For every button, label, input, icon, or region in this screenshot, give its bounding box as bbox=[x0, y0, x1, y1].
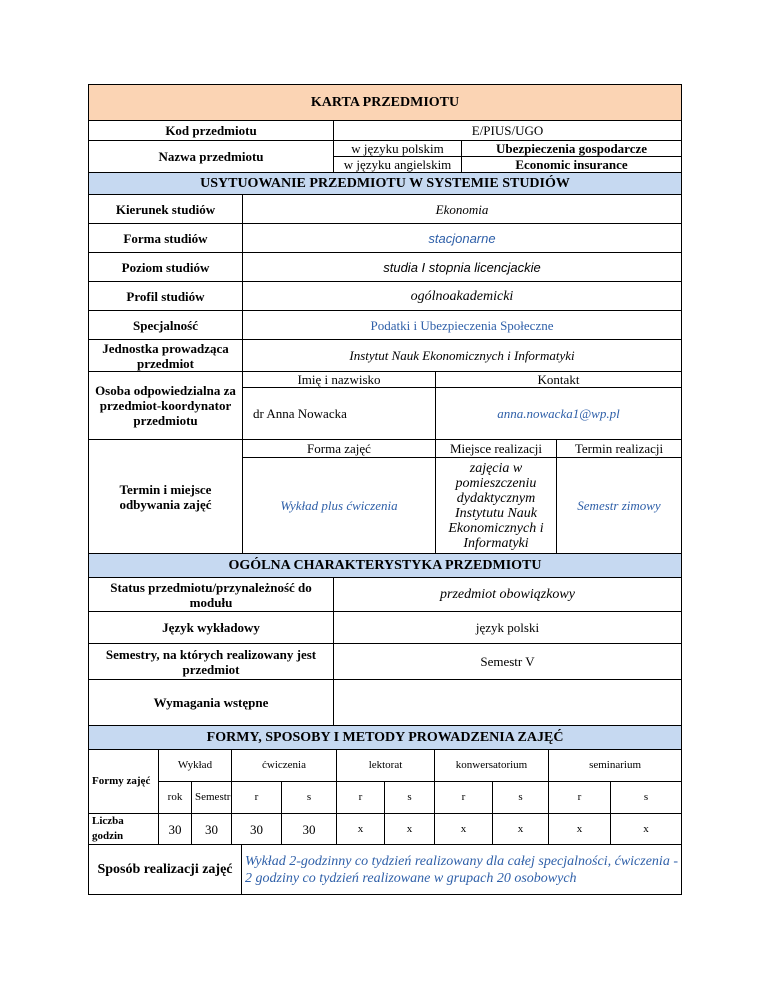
lang-en-label: w języku angielskim bbox=[334, 157, 462, 173]
hours-cell: 30 bbox=[192, 814, 232, 845]
field-value: studia I stopnia licencjackie bbox=[243, 253, 682, 282]
subheader-cell: r bbox=[337, 782, 385, 814]
subheader-cell: s bbox=[493, 782, 549, 814]
course-name-en: Economic insurance bbox=[462, 157, 682, 173]
schedule-place-header: Miejsce realizacji bbox=[436, 440, 557, 458]
characteristics-table bbox=[88, 553, 682, 726]
schedule-place-value: zajęcia w pomieszczeniu dydaktycznym Instytutu Nauk Ekonomicznych i Informatyki bbox=[436, 458, 557, 554]
course-card bbox=[88, 84, 681, 895]
hours-cell: x bbox=[337, 814, 385, 845]
field-label: Profil studiów bbox=[89, 282, 243, 311]
course-code-value: E/PIUS/UGO bbox=[334, 121, 682, 141]
hours-cell: x bbox=[493, 814, 549, 845]
hours-cell: x bbox=[435, 814, 493, 845]
method-value: Wykład 2-godzinny co tydzień realizowany dla całej specjalności, ćwiczenia - 2 godziny co tydzień realizowane w grupach 20 osobowych bbox=[242, 845, 682, 895]
field-value: stacjonarne bbox=[243, 224, 682, 253]
field-value: ogólnoakademicki bbox=[243, 282, 682, 311]
language-label: Język wykładowy bbox=[89, 612, 334, 644]
form-conversation: konwersatorium bbox=[435, 750, 549, 782]
form-seminar: seminarium bbox=[549, 750, 682, 782]
form-exercises: ćwiczenia bbox=[232, 750, 337, 782]
semester-value: Semestr V bbox=[334, 644, 682, 680]
hours-cell: x bbox=[611, 814, 682, 845]
coordinator-contact-header: Kontakt bbox=[436, 372, 682, 388]
language-value: język polski bbox=[334, 612, 682, 644]
placement-table bbox=[88, 172, 682, 554]
coordinator-name-header: Imię i nazwisko bbox=[243, 372, 436, 388]
hours-cell: 30 bbox=[159, 814, 192, 845]
subheader-cell: r bbox=[549, 782, 611, 814]
field-label: Specjalność bbox=[89, 311, 243, 340]
method-label: Sposób realizacji zajęć bbox=[89, 845, 242, 895]
field-label: Jednostka prowadząca przedmiot bbox=[89, 340, 243, 372]
method-table bbox=[88, 844, 682, 895]
requirements-value bbox=[334, 680, 682, 726]
hours-cell: 30 bbox=[282, 814, 337, 845]
forms-table bbox=[88, 725, 682, 845]
section-characteristics-title: OGÓLNA CHARAKTERYSTYKA PRZEDMIOTU bbox=[89, 554, 682, 578]
course-name-pl: Ubezpieczenia gospodarcze bbox=[462, 141, 682, 157]
hours-cell: x bbox=[549, 814, 611, 845]
subheader-cell: s bbox=[282, 782, 337, 814]
field-value: Ekonomia bbox=[243, 195, 682, 224]
schedule-label: Termin i miejsce odbywania zajęć bbox=[89, 440, 243, 554]
subheader-cell: r bbox=[232, 782, 282, 814]
field-value: Podatki i Ubezpieczenia Społeczne bbox=[243, 311, 682, 340]
field-label: Forma studiów bbox=[89, 224, 243, 253]
coordinator-label: Osoba odpowiedzialna za przedmiot-koordynator przedmiotu bbox=[89, 372, 243, 440]
form-lecture: Wykład bbox=[159, 750, 232, 782]
section-placement-title: USYTUOWANIE PRZEDMIOTU W SYSTEMIE STUDIÓW bbox=[89, 173, 682, 195]
schedule-term-header: Termin realizacji bbox=[557, 440, 682, 458]
subheader-cell: s bbox=[385, 782, 435, 814]
section-forms-title: FORMY, SPOSOBY I METODY PROWADZENIA ZAJĘĆ bbox=[89, 726, 682, 750]
subheader-cell: s bbox=[611, 782, 682, 814]
course-code-label: Kod przedmiotu bbox=[89, 121, 334, 141]
lang-pl-label: w języku polskim bbox=[334, 141, 462, 157]
subheader-cell: Semestr bbox=[192, 782, 232, 814]
form-language-class: lektorat bbox=[337, 750, 435, 782]
semester-label: Semestry, na których realizowany jest przedmiot bbox=[89, 644, 334, 680]
hours-cell: x bbox=[385, 814, 435, 845]
page-title: KARTA PRZEDMIOTU bbox=[89, 85, 682, 121]
field-label: Poziom studiów bbox=[89, 253, 243, 282]
coordinator-name: dr Anna Nowacka bbox=[243, 388, 436, 440]
subheader-cell: rok bbox=[159, 782, 192, 814]
schedule-form-header: Forma zajęć bbox=[243, 440, 436, 458]
subheader-cell: r bbox=[435, 782, 493, 814]
header-table bbox=[88, 84, 682, 173]
requirements-label: Wymagania wstępne bbox=[89, 680, 334, 726]
hours-label: Liczba godzin bbox=[89, 814, 159, 845]
schedule-form-value: Wykład plus ćwiczenia bbox=[243, 458, 436, 554]
course-name-label: Nazwa przedmiotu bbox=[89, 141, 334, 173]
forms-label: Formy zajęć bbox=[89, 750, 159, 814]
field-value: Instytut Nauk Ekonomicznych i Informatyki bbox=[243, 340, 682, 372]
field-label: Kierunek studiów bbox=[89, 195, 243, 224]
coordinator-email[interactable]: anna.nowacka1@wp.pl bbox=[436, 388, 682, 440]
hours-cell: 30 bbox=[232, 814, 282, 845]
schedule-term-value: Semestr zimowy bbox=[557, 458, 682, 554]
status-value: przedmiot obowiązkowy bbox=[334, 578, 682, 612]
status-label: Status przedmiotu/przynależność do modułu bbox=[89, 578, 334, 612]
